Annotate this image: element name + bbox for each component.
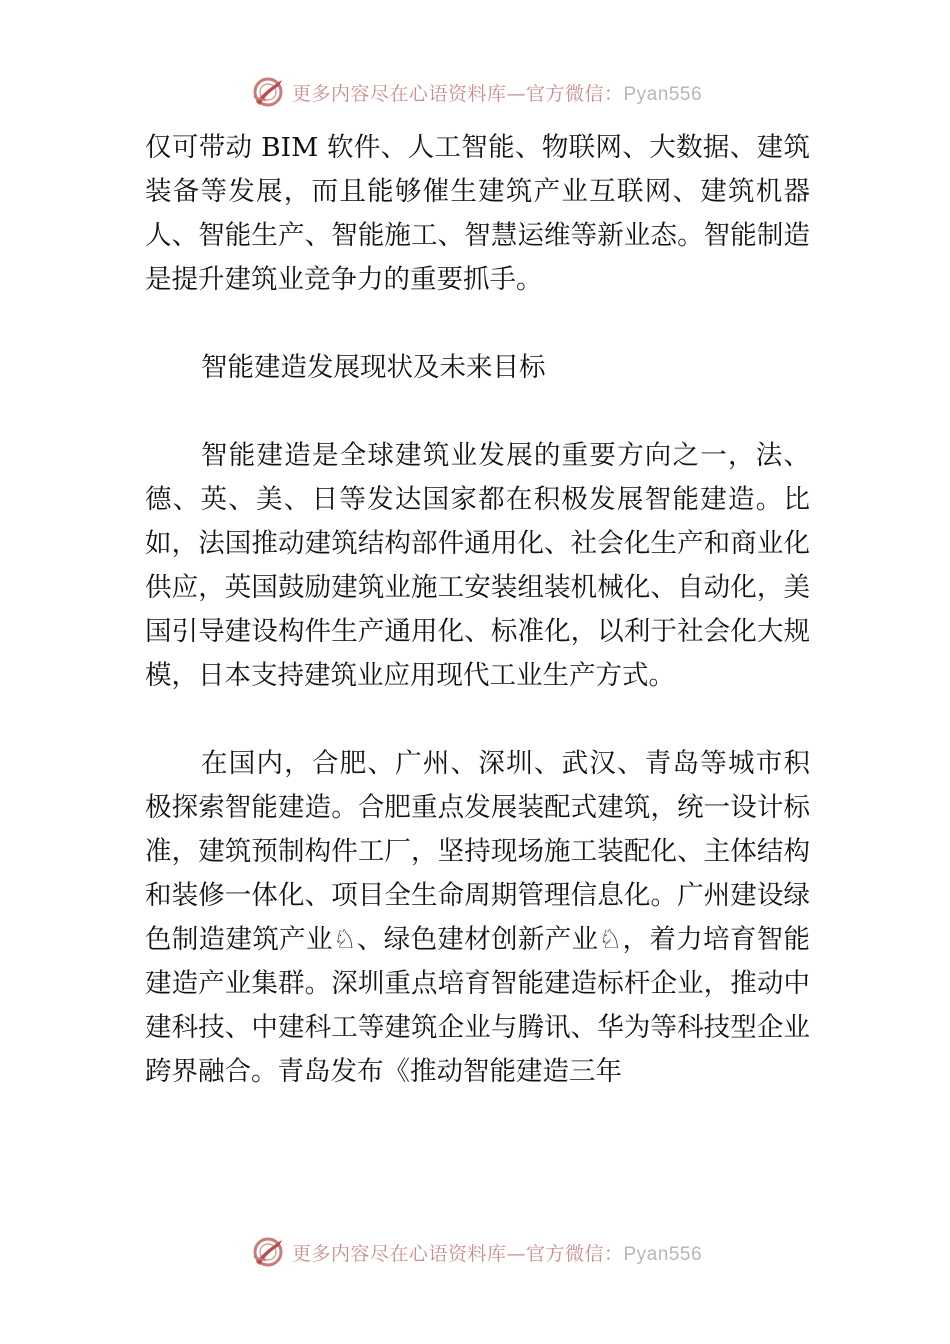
paragraph-continuation: 仅可带动 BIM 软件、人工智能、物联网、大数据、建筑装备等发展，而且能够催生建筑产业互联网、建筑机器人、智能生产、智能施工、智慧运维等新业态。智能制造是提升建筑业竞争力的重要抓手。: [145, 132, 810, 295]
ribbon-seal-logo-icon: [248, 72, 288, 112]
paragraph-global-status: 智能建造是全球建筑业发展的重要方向之一，法、德、英、美、日等发达国家都在积极发展智能建造。比如，法国推动建筑结构部件通用化、社会化生产和商业化供应，英国鼓励建筑业施工安装组装机械化、自动化，美国引导建设构件生产通用化、标准化，以利于社会化大规模，日本支持建筑业应用现代工业生产方式。: [145, 440, 810, 691]
header-wechat-id: Pyan556: [623, 83, 703, 105]
footer-banner: [0, 1232, 950, 1272]
paragraph-domestic-status: 在国内，合肥、广州、深圳、武汉、青岛等城市积极探索智能建造。合肥重点发展装配式建筑，统一设计标准，建筑预制构件工厂，坚持现场施工装配化、主体结构和装修一体化、项目全生命周期管理信息化。广州建设绿色制造建筑产业♘、绿色建材创新产业♘，着力培育智能建造产业集群。深圳重点培育智能建造标杆企业，推动中建科技、中建科工等建筑企业与腾讯、华为等科技型企业跨界融合。青岛发布《推动智能建造三年: [145, 748, 810, 1087]
footer-wechat-id: Pyan556: [623, 1243, 703, 1265]
section-heading: 智能建造发展现状及未来目标: [201, 352, 546, 383]
footer-banner-text: 更多内容尽在心语资料库—官方微信：: [291, 1242, 624, 1265]
ribbon-seal-logo-icon: [248, 1232, 288, 1272]
document-body: [145, 126, 810, 1094]
header-banner: [0, 72, 950, 112]
header-banner-text: 更多内容尽在心语资料库—官方微信：: [291, 82, 624, 105]
